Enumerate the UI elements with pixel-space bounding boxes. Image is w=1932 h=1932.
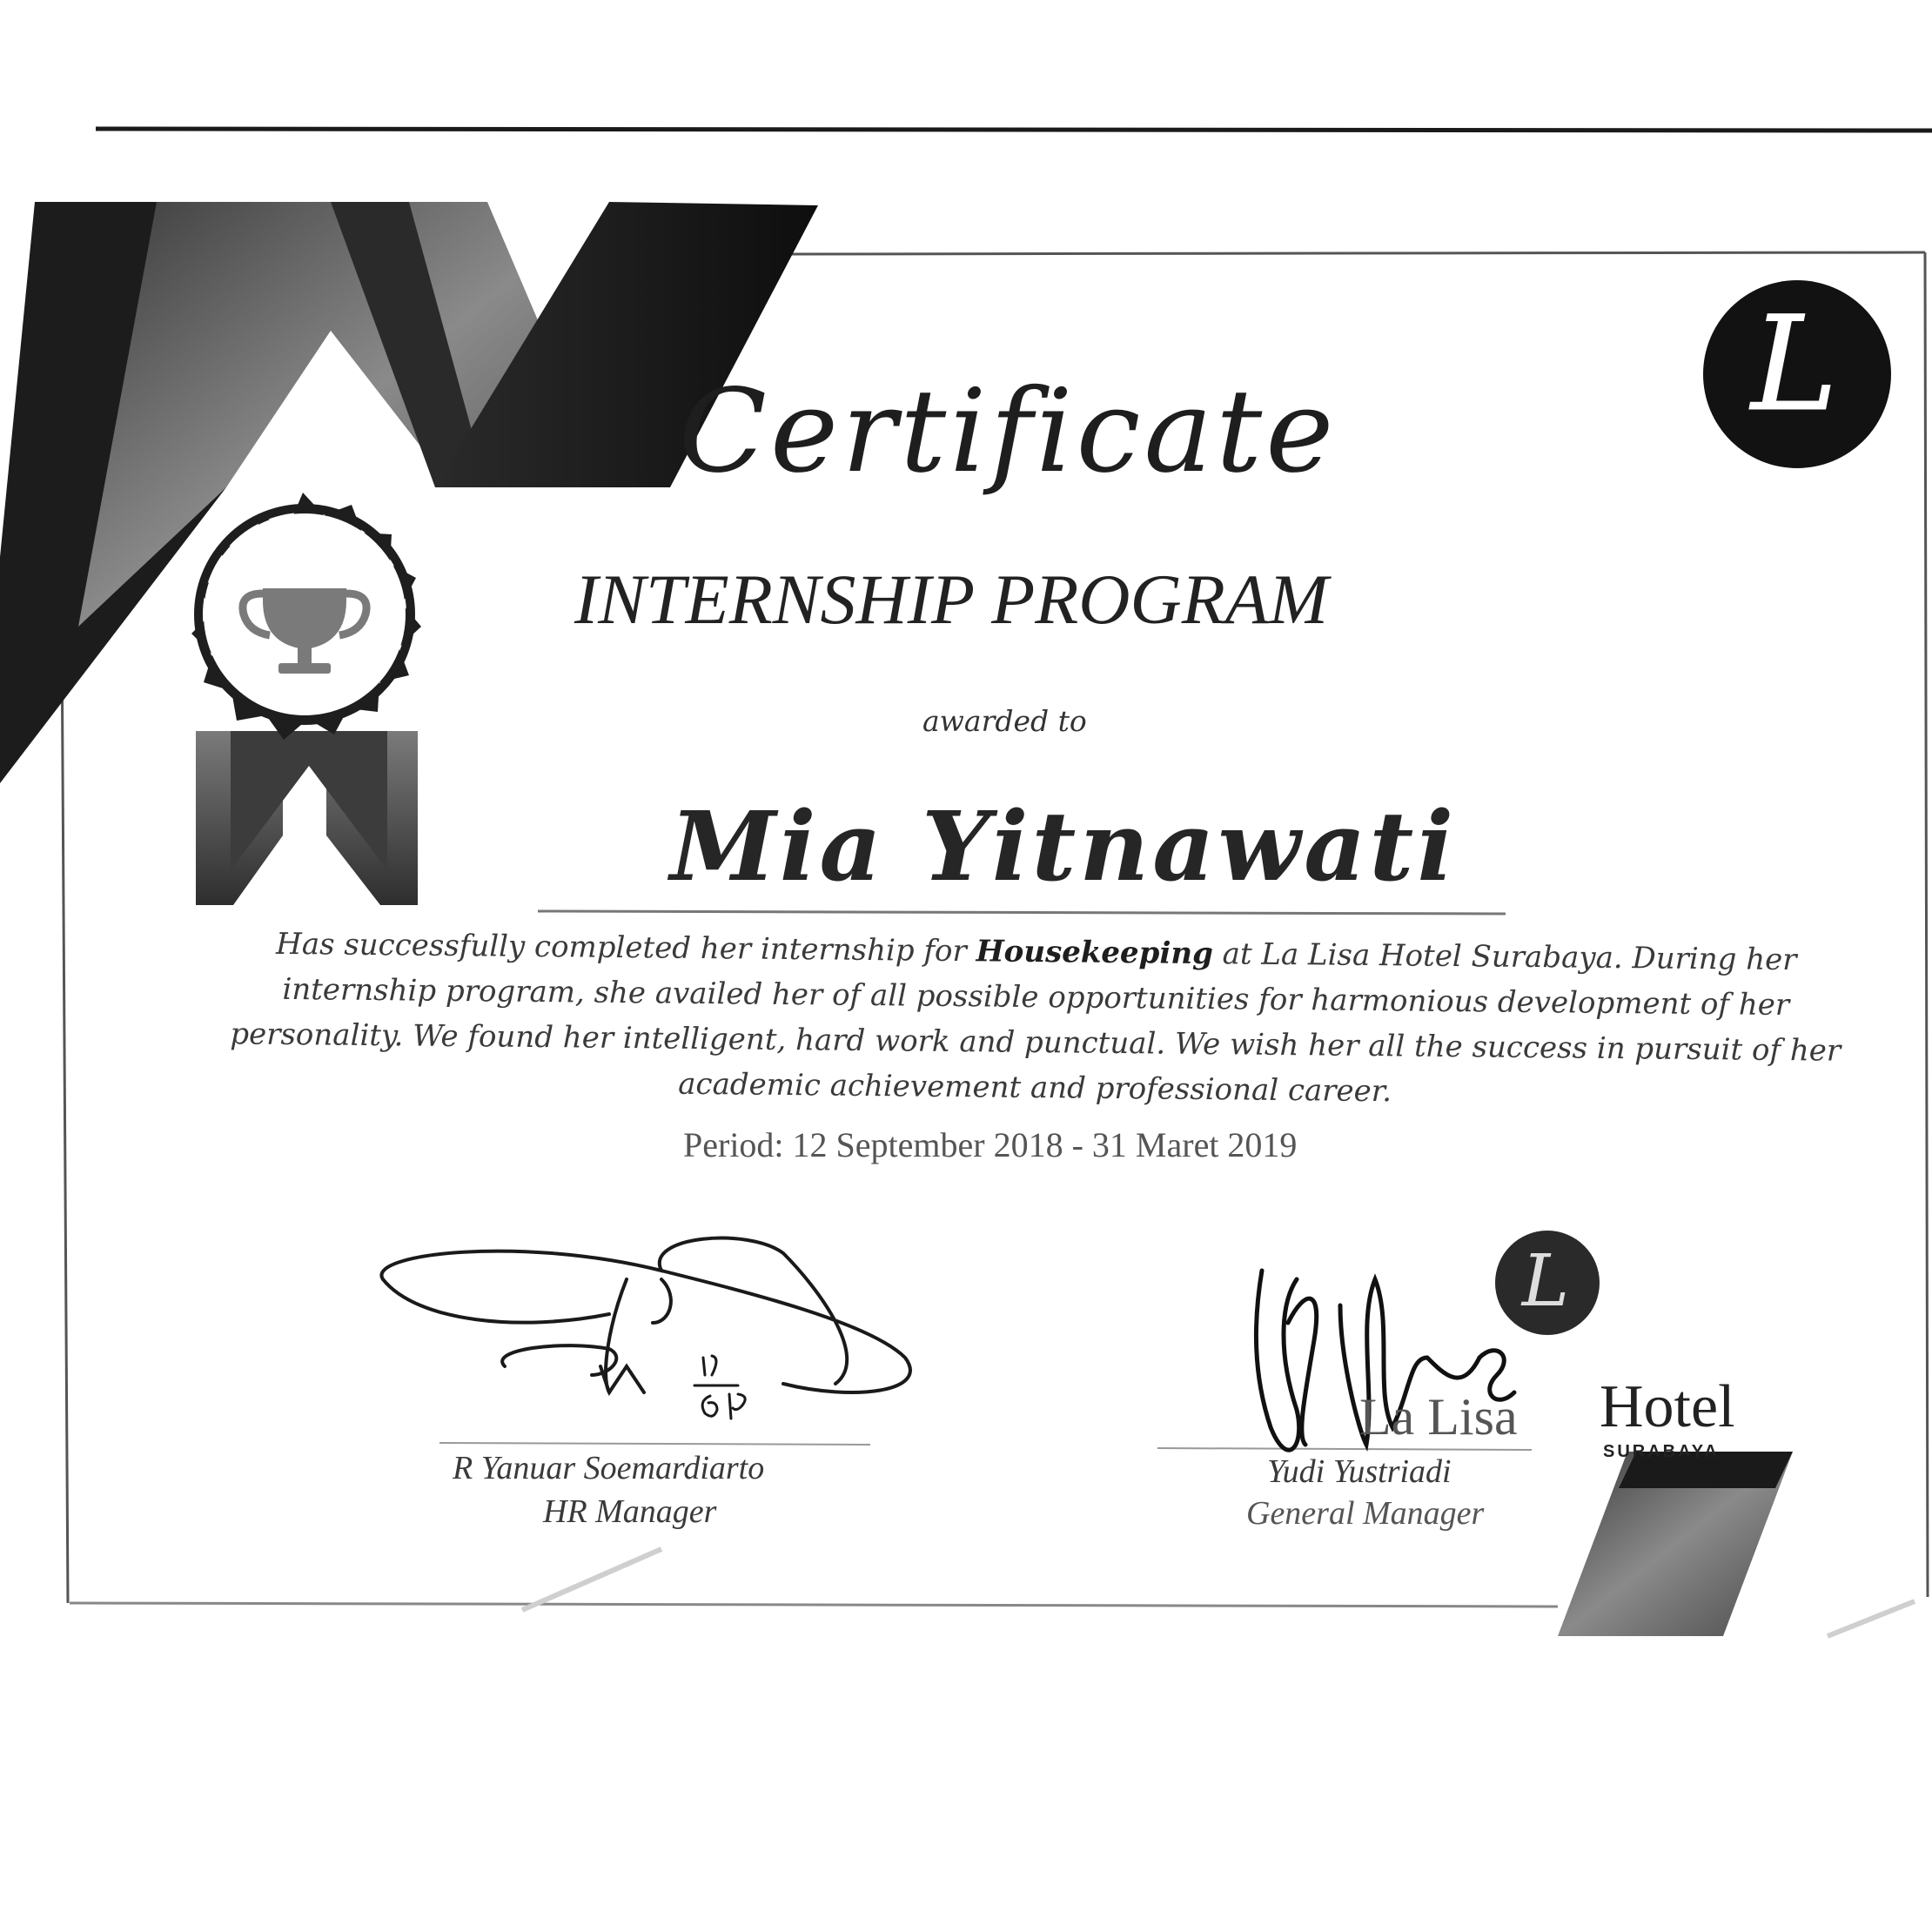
body-part-2: at La Lisa Hotel Surabaya. During her internship program, she availed her of all possible opportunities for harmonious development of her personality. We found her intelligent, hard work and punctual. We wish her all the success in pursuit of her academic achievement and professional career.	[230, 936, 1841, 1110]
svg-text:L: L	[1751, 289, 1838, 440]
hr-signatory-title: HR Manager	[543, 1493, 717, 1530]
gm-signatory-name: Yudi Yustriadi	[1267, 1453, 1452, 1490]
hr-handwritten-date	[694, 1356, 745, 1419]
award-rosette	[191, 493, 421, 905]
stamp-logo-emblem	[1495, 1231, 1600, 1335]
hr-signature-line	[439, 1443, 870, 1445]
internship-period: Period: 12 September 2018 - 31 Maret 2019	[683, 1125, 1298, 1164]
gm-signatory-title: General Manager	[1246, 1495, 1485, 1532]
body-department: Housekeeping	[976, 934, 1214, 972]
name-underline	[538, 911, 1506, 914]
brand-name-la-lisa: La Lisa	[1359, 1388, 1518, 1446]
svg-text:L: L	[1521, 1240, 1570, 1323]
gm-signature-line	[1157, 1448, 1532, 1450]
certificate-body	[199, 921, 1872, 1119]
top-edge-line	[96, 129, 1932, 131]
certificate-subtitle: INTERNSHIP PROGRAM	[574, 560, 1329, 639]
hr-signatory-name: R Yanuar Soemardiarto	[453, 1450, 765, 1486]
certificate-title: Certificate	[679, 365, 1338, 499]
brand-name-hotel: Hotel	[1600, 1373, 1735, 1440]
body-part-1: Has successfully completed her internship for	[275, 926, 976, 969]
brand-city: SURABAYA	[1603, 1442, 1720, 1461]
awarded-label: awarded to	[922, 704, 1087, 738]
recipient-name: Mia Yitnawati	[670, 790, 1458, 902]
hotel-logo-emblem	[1703, 280, 1891, 468]
hr-signature	[381, 1238, 909, 1392]
